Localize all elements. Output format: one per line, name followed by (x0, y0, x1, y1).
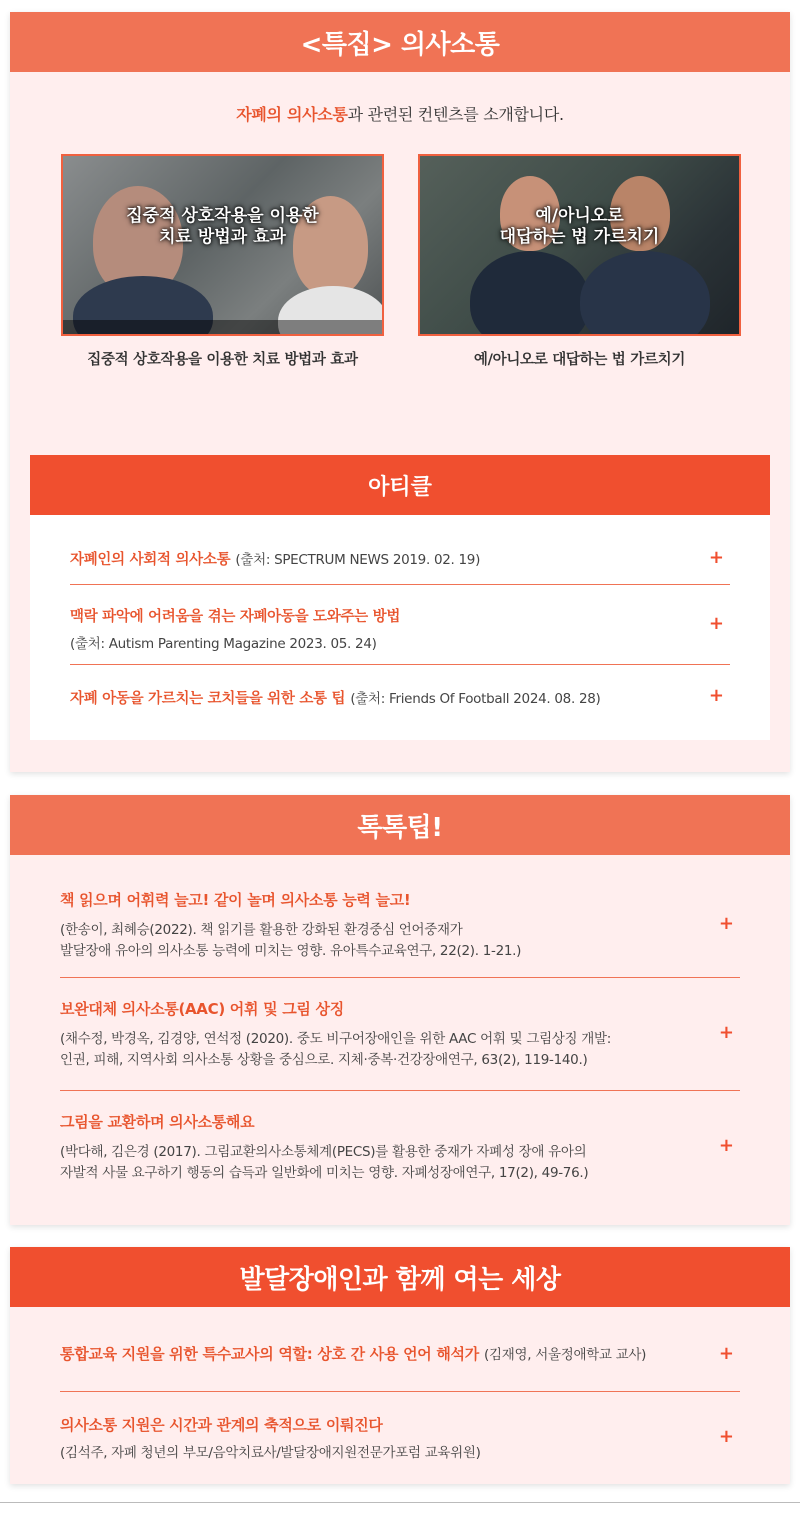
intro-highlight: 자폐의 의사소통 (236, 105, 348, 124)
article-item[interactable] (70, 585, 730, 665)
special-header: <특집> 의사소통 (10, 12, 790, 72)
reference-line: (한송이, 최혜승(2022). 책 읽기를 활용한 강화된 환경중심 언어중재가 (60, 922, 463, 938)
video-thumbnail[interactable] (418, 154, 741, 336)
tip-reference (60, 1142, 740, 1184)
world-section (10, 1247, 790, 1484)
tip-item[interactable] (60, 1091, 740, 1204)
article-box (30, 455, 770, 740)
article-item[interactable] (70, 665, 730, 735)
expand-plus-icon[interactable]: + (708, 685, 724, 706)
footer-divider (0, 1502, 800, 1503)
video-card-intensive-interaction[interactable] (61, 154, 384, 369)
article-title[interactable]: 자폐 아동을 가르치는 코치들을 위한 소통 팁 (70, 691, 346, 707)
world-item[interactable] (60, 1392, 740, 1484)
special-intro (10, 102, 790, 125)
world-header: 발달장애인과 함께 여는 세상 (10, 1247, 790, 1307)
expand-plus-icon[interactable]: + (718, 1135, 734, 1156)
overlay-line: 예/아니오로 (535, 206, 624, 226)
tip-reference (60, 920, 740, 962)
reference-line: (채수정, 박경옥, 김경양, 연석정 (2020). 중도 비구어장애인을 위한 AAC 어휘 및 그림상징 개발: (60, 1031, 612, 1047)
person-image (470, 251, 590, 336)
subtitle-strip (63, 320, 382, 334)
person-image (580, 251, 710, 336)
special-section (10, 12, 790, 772)
article-header: 아티클 (30, 455, 770, 515)
expand-plus-icon[interactable]: + (718, 1022, 734, 1043)
video-overlay-text (63, 206, 382, 248)
world-title[interactable]: 통합교육 지원을 위한 특수교사의 역할: 상호 간 사용 언어 해석가 (60, 1345, 479, 1363)
video-thumbnail[interactable] (61, 154, 384, 336)
article-source: (출처: SPECTRUM NEWS 2019. 02. 19) (235, 552, 481, 568)
article-source: (출처: Friends Of Football 2024. 08. 28) (350, 691, 601, 707)
tip-item[interactable] (60, 855, 740, 978)
tips-section (10, 795, 790, 1225)
expand-plus-icon[interactable]: + (708, 547, 724, 568)
tip-reference (60, 1029, 740, 1071)
article-source: (출처: Autism Parenting Magazine 2023. 05. 24) (70, 636, 377, 652)
expand-plus-icon[interactable]: + (708, 613, 724, 634)
reference-line: 발달장애 유아의 의사소통 능력에 미치는 영향. 유아특수교육연구, 22(2). 1-21.) (60, 943, 522, 959)
reference-line: 자발적 사물 요구하기 행동의 습득과 일반화에 미치는 영향. 자폐성장애연구, 17(2), 49-76.) (60, 1165, 589, 1181)
world-item[interactable] (60, 1307, 740, 1392)
article-item[interactable] (70, 515, 730, 585)
video-overlay-text (420, 206, 739, 248)
tip-title[interactable]: 책 읽으며 어휘력 늘고! 같이 놀며 의사소통 능력 늘고! (60, 891, 411, 909)
video-card-yes-no[interactable] (418, 154, 741, 369)
expand-plus-icon[interactable]: + (718, 1343, 734, 1364)
reference-line: (박다해, 김은경 (2017). 그림교환의사소통체계(PECS)를 활용한 중재가 자폐성 장애 유아의 (60, 1144, 587, 1160)
article-title[interactable]: 자폐인의 사회적 의사소통 (70, 552, 231, 568)
overlay-line: 대답하는 법 가르치기 (499, 227, 660, 247)
tip-title[interactable]: 보완대체 의사소통(AAC) 어휘 및 그림 상징 (60, 1000, 344, 1018)
expand-plus-icon[interactable]: + (718, 1426, 734, 1447)
video-title[interactable]: 집중적 상호작용을 이용한 치료 방법과 효과 (87, 352, 358, 368)
overlay-line: 치료 방법과 효과 (159, 227, 286, 247)
video-title[interactable]: 예/아니오로 대답하는 법 가르치기 (473, 352, 686, 368)
intro-text: 과 관련된 컨텐츠를 소개합니다. (347, 105, 564, 124)
overlay-line: 집중적 상호작용을 이용한 (126, 206, 319, 226)
tip-title[interactable]: 그림을 교환하며 의사소통해요 (60, 1113, 255, 1131)
reference-line: 인권, 피해, 지역사회 의사소통 상황을 중심으로. 지체·중복·건강장애연구, 63(2), 119-140.) (60, 1052, 588, 1068)
world-title[interactable]: 의사소통 지원은 시간과 관계의 축적으로 이뤄진다 (60, 1416, 383, 1434)
world-author: (김석주, 자폐 청년의 부모/음악치료사/발달장애지원전문가포럼 교육위원) (60, 1445, 481, 1461)
tips-header: 톡톡팁! (10, 795, 790, 855)
world-author: (김재영, 서울정애학교 교사) (484, 1347, 647, 1363)
article-title[interactable]: 맥락 파악에 어려움을 겪는 자폐아동을 도와주는 방법 (70, 609, 401, 625)
expand-plus-icon[interactable]: + (718, 913, 734, 934)
tip-item[interactable] (60, 978, 740, 1091)
